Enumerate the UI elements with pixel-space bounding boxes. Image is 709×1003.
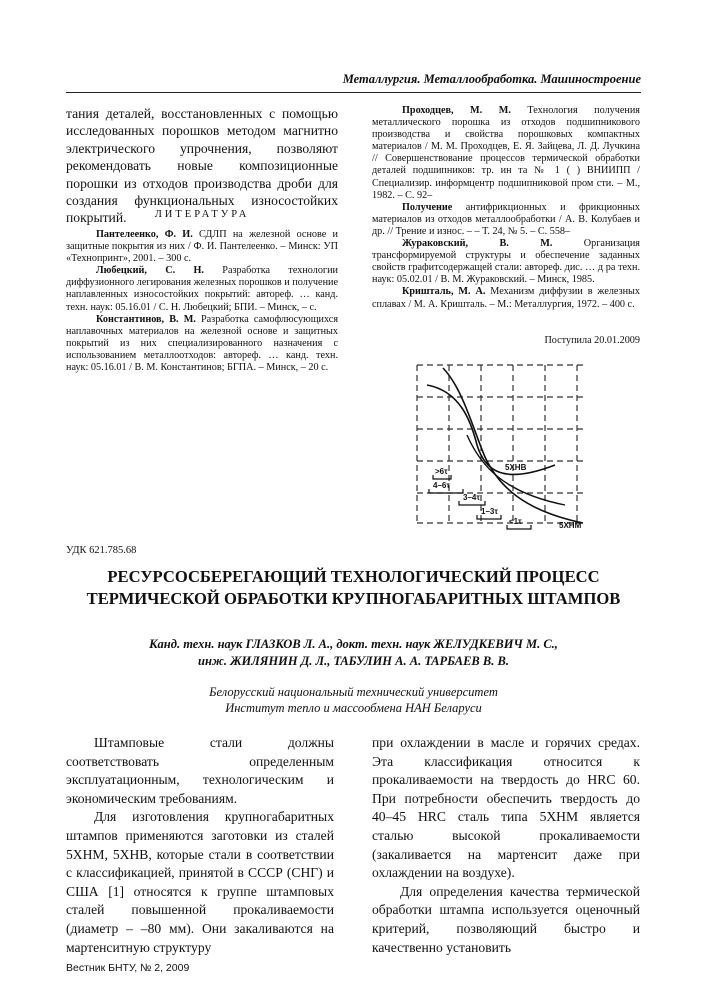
bracket-label: 1–3τ [481,507,498,516]
article-title-line: РЕСУРСОСБЕРЕГАЮЩИЙ ТЕХНОЛОГИЧЕСКИЙ ПРОЦЕСС [107,567,600,586]
references-left [66,229,338,374]
hardenability-figure [405,363,590,533]
article-title [66,566,641,610]
authors-line: инж. ЖИЛЯНИН Д. Л., ТАБУЛИН А. А. ТАРБАЕВ В. В. [198,654,509,668]
udk-code: УДК 621.785.68 [66,545,137,556]
bracket-label: 3–4τ [463,493,480,502]
bracket-label: >6τ [435,467,448,476]
body-paragraph: Для определения качества термической обработки штампа используется оценочный критерий, позволяющий быстро и качественно установить [372,883,640,955]
reference-item: Проходцев, М. М. Технология получения металлического порошка из отходов подшипникового производства и свойства порошковых компактных материалов / М. М. Проходцев, Е. Я. Зайцева, Л. Д. Лучкина // Совершенствование процессов термической обработки деталей подшипников: тр. ин та № 1 ( ) ВНИИПП / Специализир. информцентр подшипниковой пром сти. – М., 1982. – С. 92– [372,105,640,201]
affiliation-line: Белорусский национальный технический университет [209,685,498,699]
journal-section-header: Металлургия. Металлообработка. Машиностроение [342,72,641,86]
references-heading: ЛИТЕРАТУРА [154,209,250,220]
reference-item: Получение антифрикционных и фрикционных материалов из отходов металлообработки / А. В. Колубаев и др. // Трение и износ. – – Т. 24, № 5. – С. 558– [372,201,640,237]
grid [417,365,583,523]
bracket-label: 4–6τ [433,481,450,490]
bracket-label: <1τ [509,517,522,526]
affiliation-line: Институт тепло и массообмена НАН Беларуси [225,701,482,715]
curve-label-lower: 5ХНМ [559,521,582,530]
header-rule [66,92,641,93]
references-right [372,105,640,311]
reference-item: Пантелеенко, Ф. И. СДЛП на железной основе и защитные покрытия из них / Ф. И. Пантелеенко. – Минск: УП «Технопринт», 2001. – 300 с. [66,229,338,265]
affiliations [66,684,641,716]
reference-item: Жураковский, В. М. Организация трансформируемой структуры и обеспечение заданных свойств графитсодержащей стали: автореф. дис. … д ра техн. наук: 05.02.01 / В. М. Жураковский. – Минск, 1985. [372,238,640,286]
body-left-column [66,734,334,957]
reference-item: Любецкий, С. Н. Разработка технологии диффузионного легирования железных порошков и получение наплавленных износостойких покрытий: автореф. … канд. техн. наук: 05.16.01 / С. Н. Любецкий; БПИ. – Минск, – с. [66,265,338,313]
continuation-paragraph: тания деталей, восстановленных с помощью исследованных порошков методом магнитно электрического упрочнения, позволяют рекомендовать новые композиционные порошки из отходов производства дроби для создания функциональных износостойких покрытий. [66,106,338,226]
authors-line: Канд. техн. наук ГЛАЗКОВ Л. А., докт. техн. наук ЖЕЛУДКЕВИЧ М. С., [149,637,558,651]
body-paragraph: Для изготовления крупногабаритных штампов применяются заготовки из сталей 5ХНМ, 5ХНВ, которые стали в соответствии с классификацией, принятой в СССР (СНГ) и США [1] относятся к группе штамповых сталей повышенной прокаливаемости (диаметр – –80 мм). Они закаливаются на мартенситную структуру [66,809,334,955]
article-title-line: ТЕРМИЧЕСКОЙ ОБРАБОТКИ КРУПНОГАБАРИТНЫХ ШТАМПОВ [86,589,621,608]
authors [66,636,641,670]
journal-footer: Вестник БНТУ, № 2, 2009 [66,962,190,974]
body-paragraph: при охлаждении в масле и горячих средах. Эта классификация относится к прокаливаемости на твердость до HRC 60. При потребности обеспечить твердость до 40–45 HRC сталь типа 5ХНМ является сталью высокой прокаливаемости (закаливается на мартенсит даже при охлаждении на воздухе). [372,735,640,881]
curve-label-upper: 5ХНВ [505,463,527,472]
received-date: Поступила 20.01.2009 [544,335,640,346]
reference-item: Константинов, В. М. Разработка самофлюсующихся наплавочных материалов на железной основе и защитных покрытий из них специализированного назначения с использованием металлоотходов: автореф. … канд. техн. наук: 05.16.01 / В. М. Константинов; БГПА. – Минск, – 20 с. [66,313,339,374]
reference-item: Кришталь, М. А. Механизм диффузии в железных сплавах / М. А. Кришталь. – М.: Металлургия, 1972. – 400 с. [372,286,640,310]
body-right-column [372,734,640,957]
body-paragraph: Штамповые стали должны соответствовать определенным эксплуатационным, технологическим и экономическим требованиям. [66,735,334,806]
